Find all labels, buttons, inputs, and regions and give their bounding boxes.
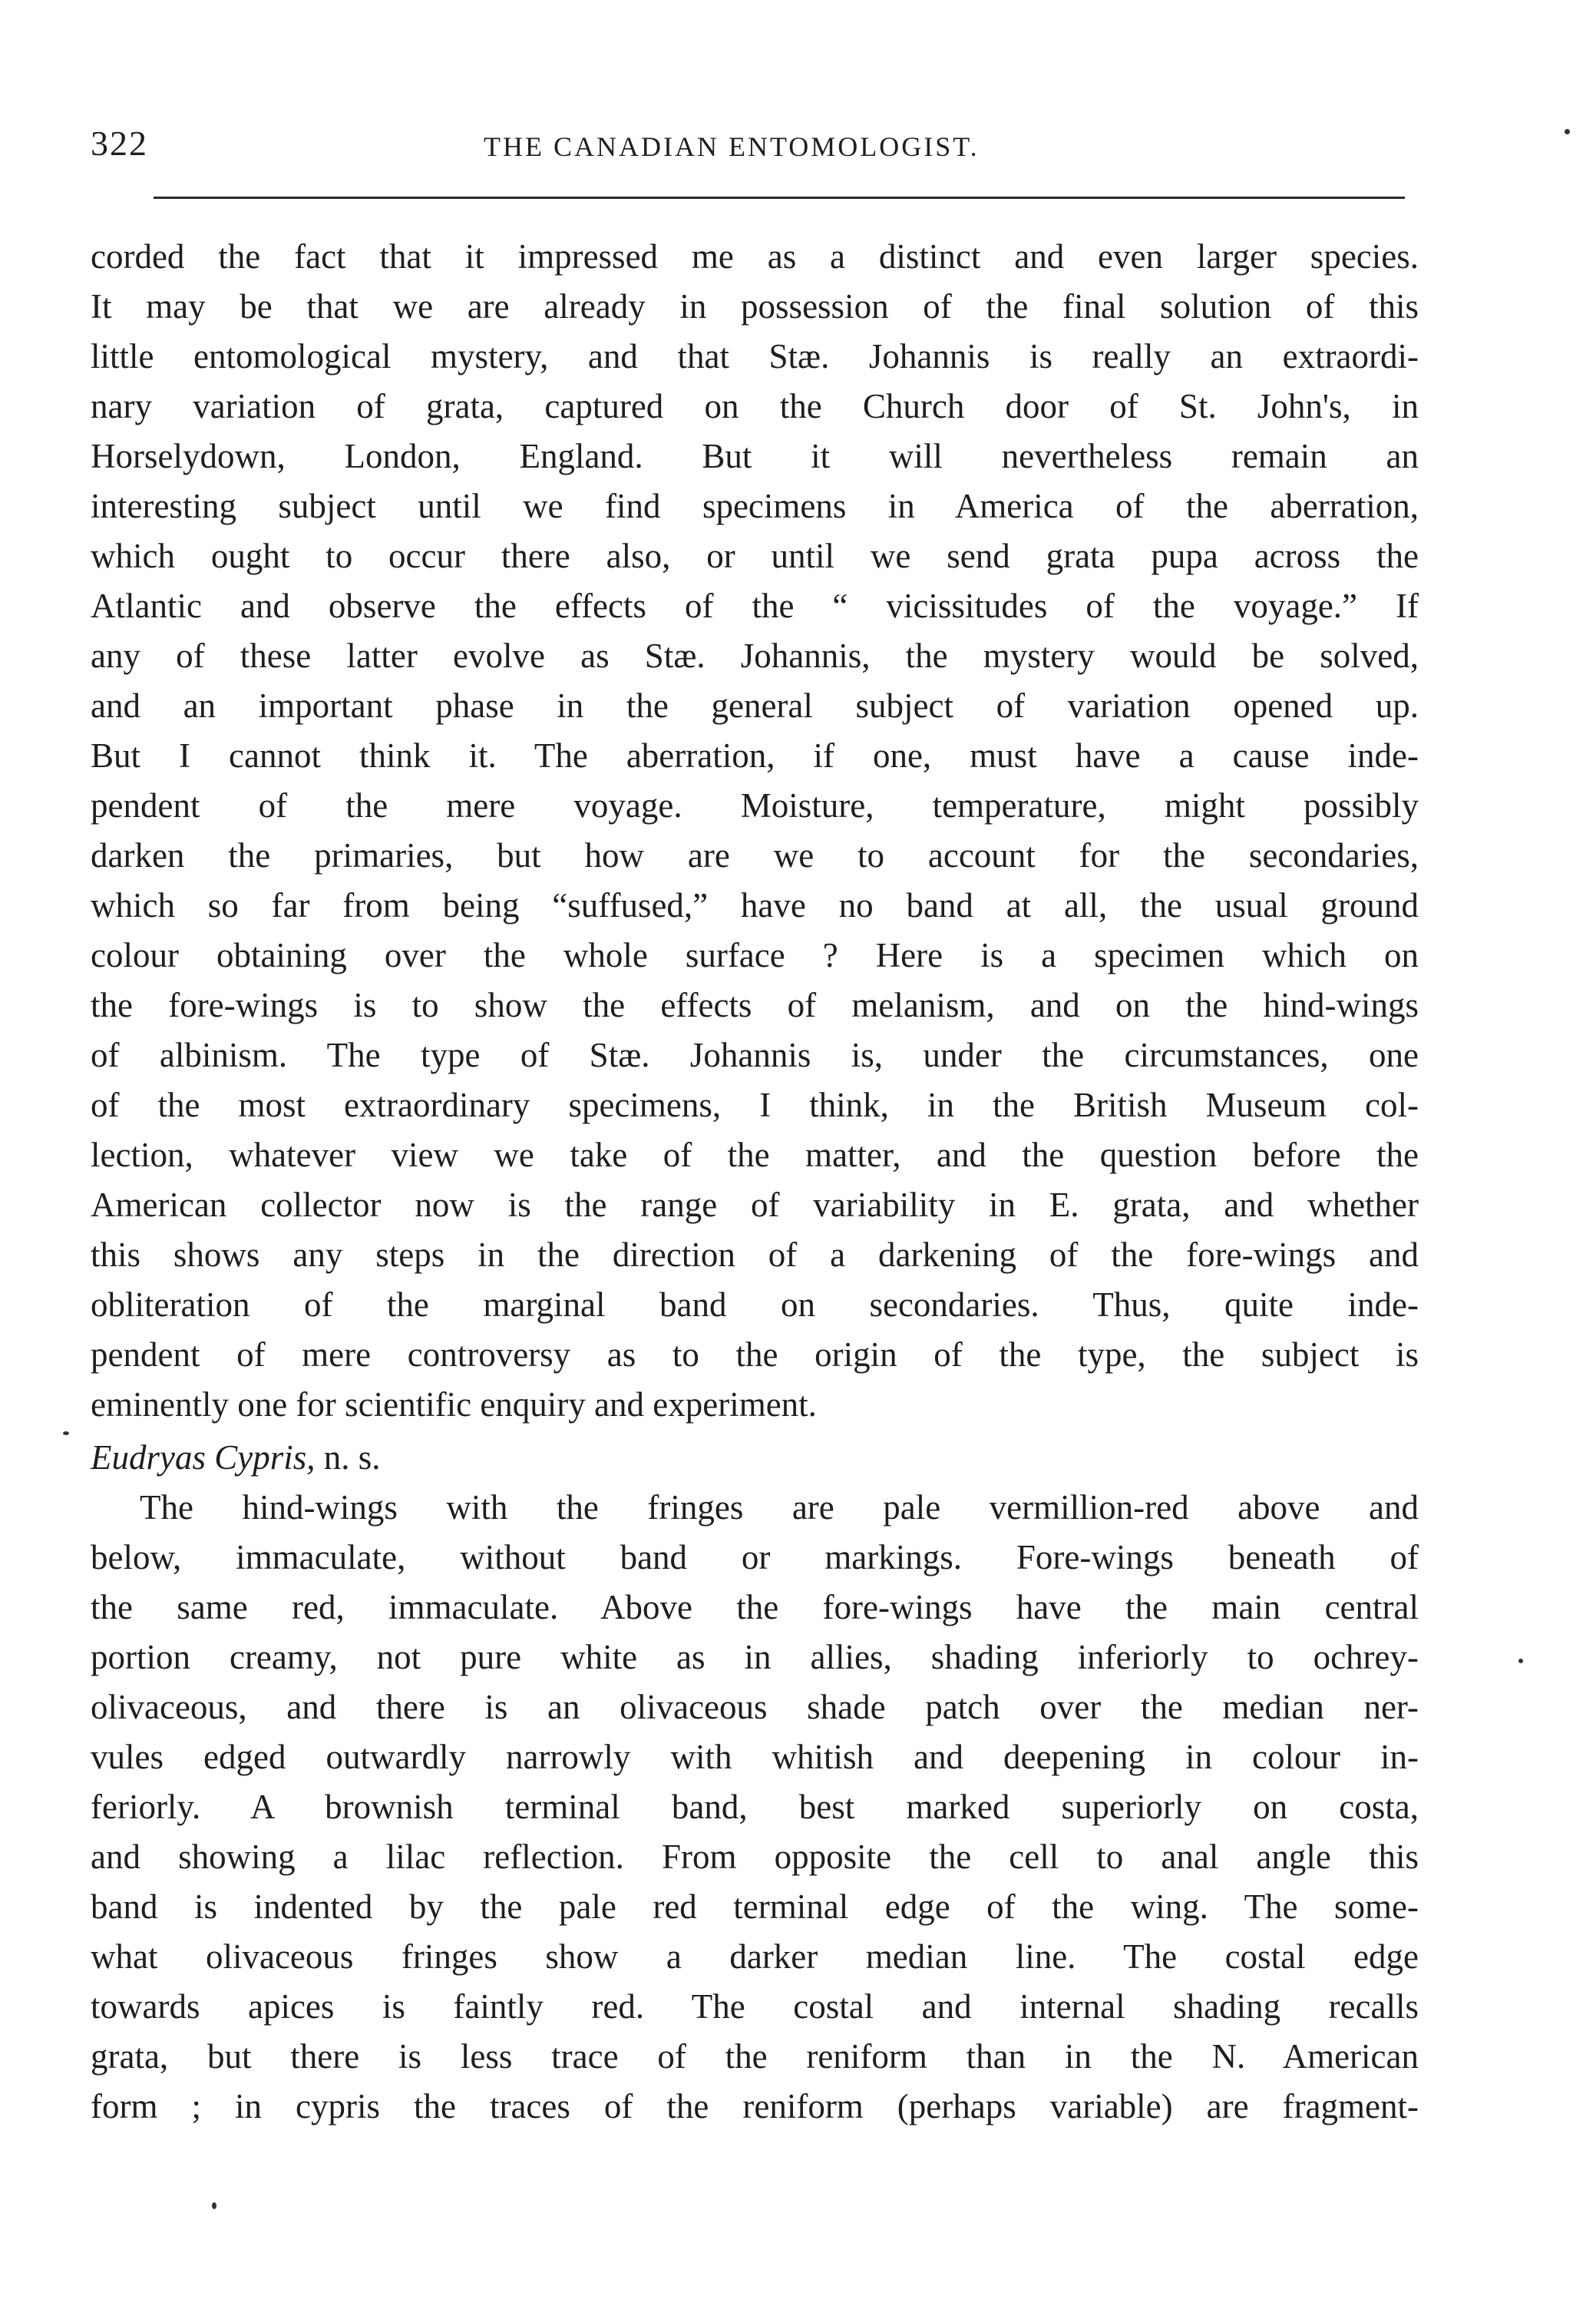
species-heading [91,1430,1419,1483]
text-line: band is indented by the pale red terminal edge of the wing. The some- [91,1887,1419,1926]
header-rule [154,197,1405,199]
text-line: Atlantic and observe the effects of the “ vicissitudes of the voyage.” If [91,587,1419,625]
text-line: Horselydown, London, England. But it will nevertheless remain an [91,437,1419,475]
ink-speck [1565,129,1570,134]
text-line: interesting subject until we find specimens in America of the aberration, [91,487,1419,525]
text-line: what olivaceous fringes show a darker median line. The costal edge [91,1937,1419,1976]
text-line: pendent of the mere voyage. Moisture, temperature, might possibly [91,786,1419,825]
text-line: which ought to occur there also, or until we send grata pupa across the [91,537,1419,575]
text-line: the same red, immaculate. Above the fore-wings have the main central [91,1588,1419,1626]
text-line: of the most extraordinary specimens, I think, in the British Museum col- [91,1086,1419,1124]
text-line: the fore-wings is to show the effects of melanism, and on the hind-wings [91,986,1419,1024]
paragraph-2 [91,1483,1419,2132]
text-line: and an important phase in the general subject of variation opened up. [91,686,1419,725]
text-line: nary variation of grata, captured on the Church door of St. John's, in [91,387,1419,425]
text-line: American collector now is the range of variability in E. grata, and whether [91,1186,1419,1224]
ink-speck [212,2202,216,2209]
text-line: below, immaculate, without band or markings. Fore-wings beneath of [91,1538,1419,1576]
species-suffix: n. s. [315,1438,381,1477]
text-line: corded the fact that it impressed me as a distinct and even larger species. [91,237,1419,276]
paragraph-1 [91,232,1419,1430]
text-line: portion creamy, not pure white as in allies, shading inferiorly to ochrey- [91,1638,1419,1676]
text-line: any of these latter evolve as Stæ. Johannis, the mystery would be solved, [91,637,1419,675]
species-name: Eudryas Cypris, [91,1438,316,1477]
ink-speck [1518,1659,1523,1663]
text-line: grata, but there is less trace of the reniform than in the N. American [91,2037,1419,2076]
text-line: which so far from being “suffused,” have no band at all, the usual ground [91,886,1419,925]
text-line: lection, whatever view we take of the matter, and the question before the [91,1136,1419,1174]
text-line: eminently one for scientific enquiry and experiment. [91,1385,817,1424]
text-line: darken the primaries, but how are we to account for the secondaries, [91,836,1419,875]
text-line: little entomological mystery, and that Stæ. Johannis is really an extraordi- [91,337,1419,375]
text-line: It may be that we are already in possession of the final solution of this [91,287,1419,326]
text-line: feriorly. A brownish terminal band, best marked superiorly on costa, [91,1788,1419,1826]
running-head: THE CANADIAN ENTOMOLOGIST. [484,131,980,162]
text-line: form ; in cypris the traces of the reniform (perhaps variable) are fragment- [91,2087,1419,2125]
text-line: pendent of mere controversy as to the origin of the type, the subject is [91,1335,1419,1374]
page-number: 322 [91,124,148,163]
text-line: obliteration of the marginal band on secondaries. Thus, quite inde- [91,1285,1419,1324]
page-header [91,123,1426,177]
text-line: olivaceous, and there is an olivaceous shade patch over the median ner- [91,1688,1419,1726]
text-line: colour obtaining over the whole surface ? Here is a specimen which on [91,936,1419,974]
text-line: and showing a lilac reflection. From opposite the cell to anal angle this [91,1838,1419,1876]
text-line: The hind-wings with the fringes are pale vermillion-red above and [140,1488,1419,1527]
ink-speck [63,1431,69,1435]
text-line: of albinism. The type of Stæ. Johannis is, under the circumstances, one [91,1036,1419,1074]
text-line: towards apices is faintly red. The costal and internal shading recalls [91,1987,1419,2026]
text-line: vules edged outwardly narrowly with whitish and deepening in colour in- [91,1738,1419,1776]
text-line: But I cannot think it. The aberration, if one, must have a cause inde- [91,736,1419,775]
text-line: this shows any steps in the direction of a darkening of the fore-wings and [91,1236,1419,1274]
article-body [91,232,1419,2132]
